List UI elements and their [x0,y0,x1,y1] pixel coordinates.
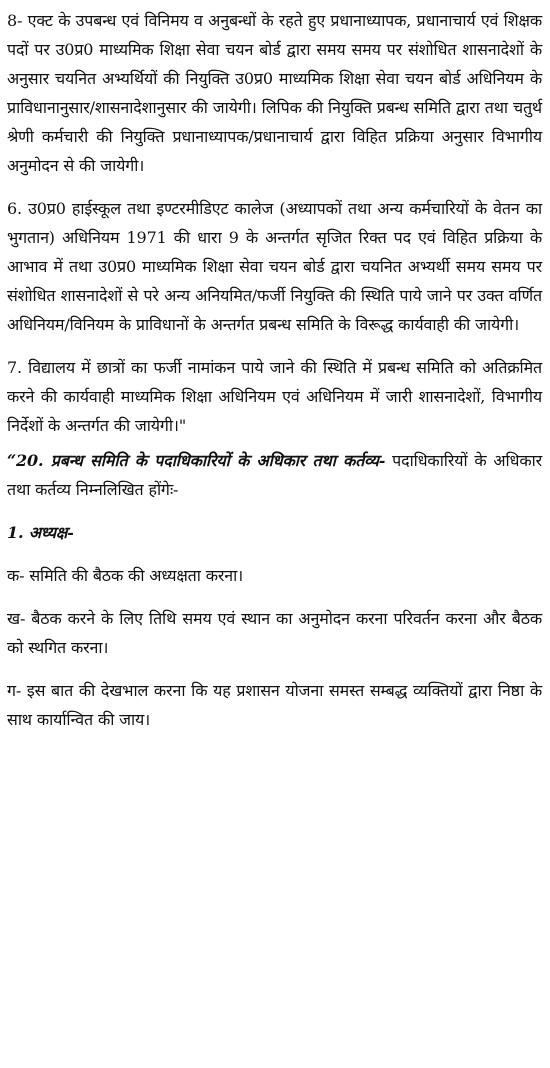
section-20-intro: पदाधिकारियों के अधिकार तथा कर्तव्य निम्नलिखित होंगेः- [7,451,543,499]
section-20-block [7,446,542,504]
section-20-heading: “20. प्रबन्ध समिति के पदाधिकारियों के अधिकार तथा कर्तव्य- [7,451,386,470]
item-ga: ग- इस बात की देखभाल करना कि यह प्रशासन योजना समस्त सम्बद्ध व्यक्तियों द्वारा निष्ठा के साथ कार्यान्वित की जाय। [7,681,542,729]
item-ka: क- समिति की बैठक की अध्यक्षता करना। [7,566,244,585]
clause-8-paragraph: 8- एक्ट के उपबन्ध एवं विनिमय व अनुबन्धों के रहते हुए प्रधानाध्यापक, प्रधानाचार्य एवं शिक्षक पदों पर उ0प्र0 माध्यमिक शिक्षा सेवा चयन बोर्ड द्वारा समय समय पर संशोधित शासनादेशों के अनुसार चयनित अभ्यर्थियों की नियुक्ति उ0प्र0 माध्यमिक शिक्षा सेवा चयन बोर्ड अधिनियम के प्राविधानानुसार/शासनादेशानुसार की जायेगी। लिपिक की नियुक्ति प्रबन्ध समिति द्वारा तथा चतुर्थ श्रेणी कर्मचारी की नियुक्ति प्रधानाध्यापक/प्रधानाचार्य द्वारा विहित प्रक्रिया अनुसार विभागीय अनुमोदन से की जायेगी। [7,11,542,175]
item-kha: ख- बैठक करने के लिए तिथि समय एवं स्थान का अनुमोदन करना परिवर्तन करना और बैठक को स्थगित करना। [7,609,542,657]
clause-7-paragraph: 7. विद्यालय में छात्रों का फर्जी नामांकन पाये जाने की स्थिति में प्रबन्ध समिति को अतिक्रमित करने की कार्यवाही माध्यमिक शिक्षा अधिनियम एवं अधिनियम में जारी शासनादेशों, विभागीय निर्देशों के अन्तर्गत की जायेगी।" [7,358,542,435]
subsection-1-heading: 1. अध्यक्ष- [7,523,74,542]
clause-6-paragraph: 6. उ0प्र0 हाईस्कूल तथा इण्टरमीडिएट कालेज (अध्यापकों तथा अन्य कर्मचारियों के वेतन का भुगतान) अधिनियम 1971 की धारा 9 के अन्तर्गत सृजित रिक्त पद एवं विहित प्रक्रिया के आभाव में तथा उ0प्र0 माध्यमिक शिक्षा सेवा चयन बोर्ड द्वारा चयनित अभ्यर्थी समय समय पर संशोधित शासनादेशों से परे अन्य अनियमित/फर्जी नियुक्ति की स्थिति पाये जाने पर उक्त वर्णित अधिनियम/विनियम के प्राविधानों के अन्तर्गत प्रबन्ध समिति के विरूद्ध कार्यवाही की जायेगी। [7,199,542,334]
